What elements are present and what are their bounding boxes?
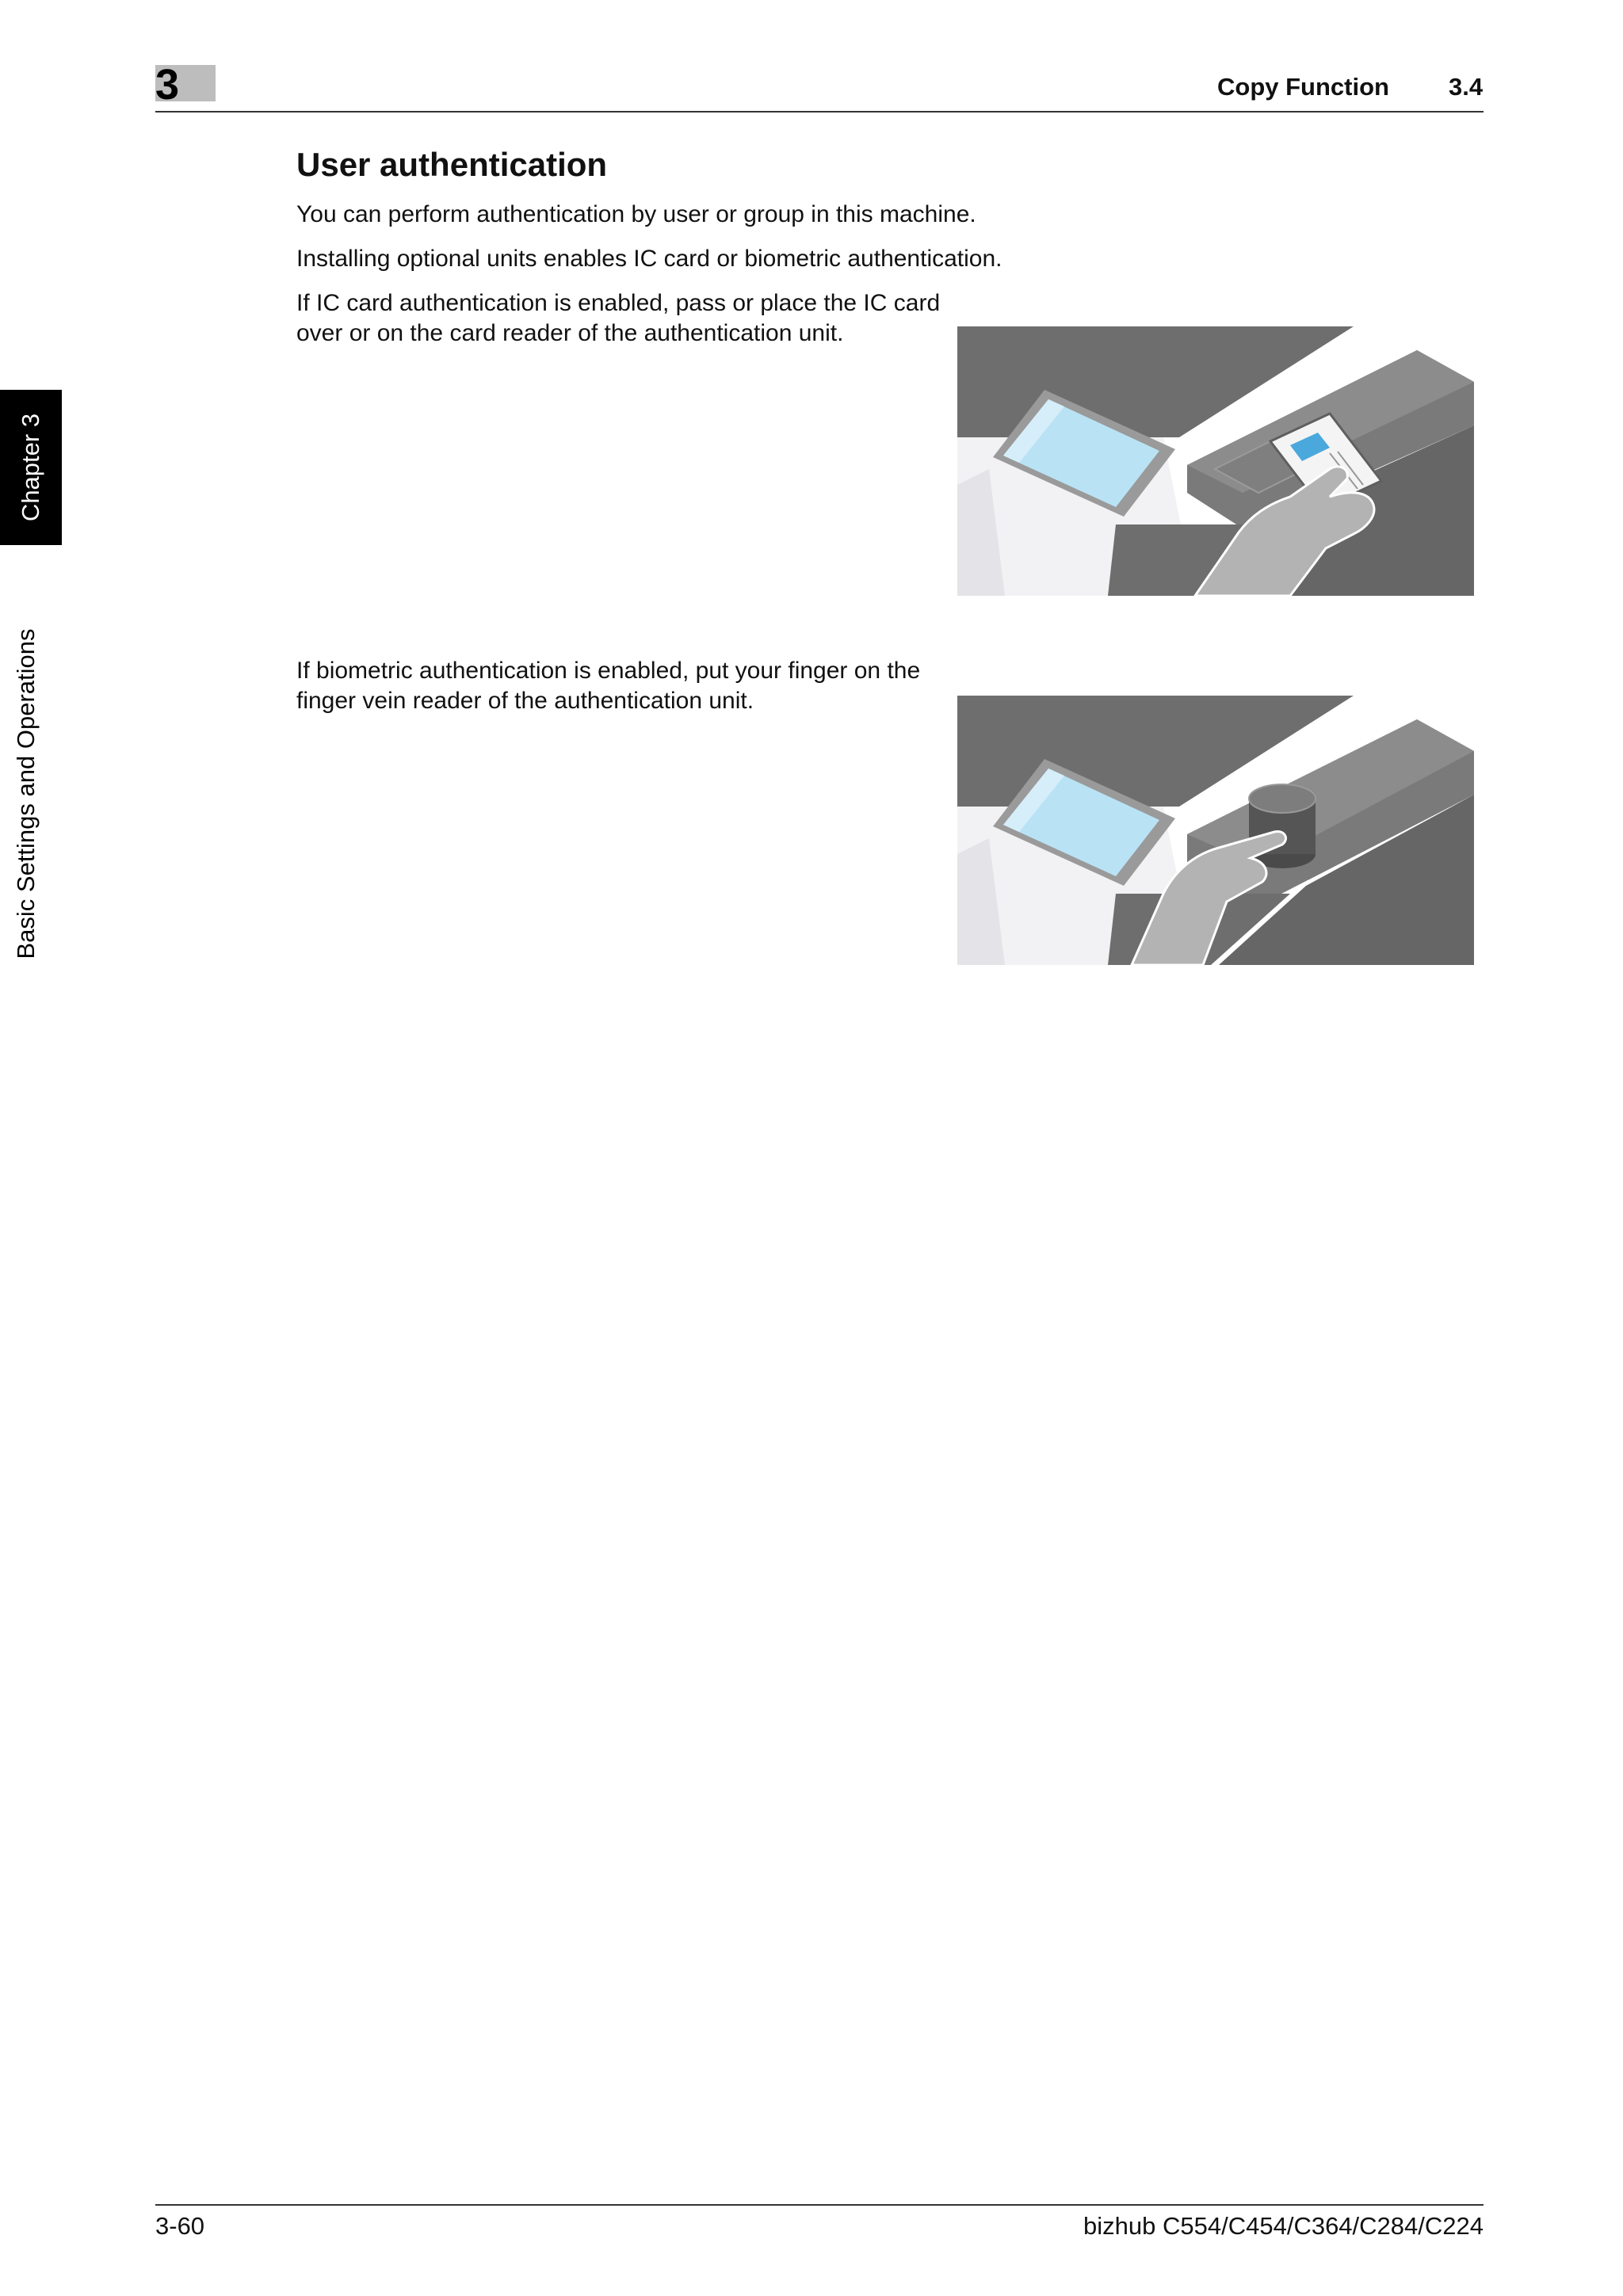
ic-card-reader-illustration [957, 326, 1474, 596]
section-title: User authentication [296, 146, 608, 183]
finger-vein-reader-illustration [957, 696, 1474, 965]
footer-page-number: 3-60 [155, 2212, 205, 2240]
header-divider [155, 111, 1484, 113]
footer-divider [155, 2204, 1484, 2206]
paragraph: If biometric authentication is enabled, put your finger on the finger vein reader of the authentication unit. [296, 658, 921, 714]
side-section-label: Basic Settings and Operations [12, 628, 40, 959]
header-title: Copy Function [1217, 73, 1389, 101]
footer-model-name: bizhub C554/C454/C364/C284/C224 [1083, 2212, 1484, 2240]
chapter-side-tab-label: Chapter 3 [17, 413, 44, 522]
paragraph: Installing optional units enables IC card or biometric authentication. [296, 246, 1002, 272]
paragraph: If IC card authentication is enabled, pass or place the IC card over or on the card reader of the authentication unit. [296, 290, 941, 346]
header-section-number: 3.4 [1449, 73, 1484, 101]
paragraph: You can perform authentication by user or group in this machine. [296, 201, 976, 227]
chapter-number: 3 [155, 61, 180, 109]
